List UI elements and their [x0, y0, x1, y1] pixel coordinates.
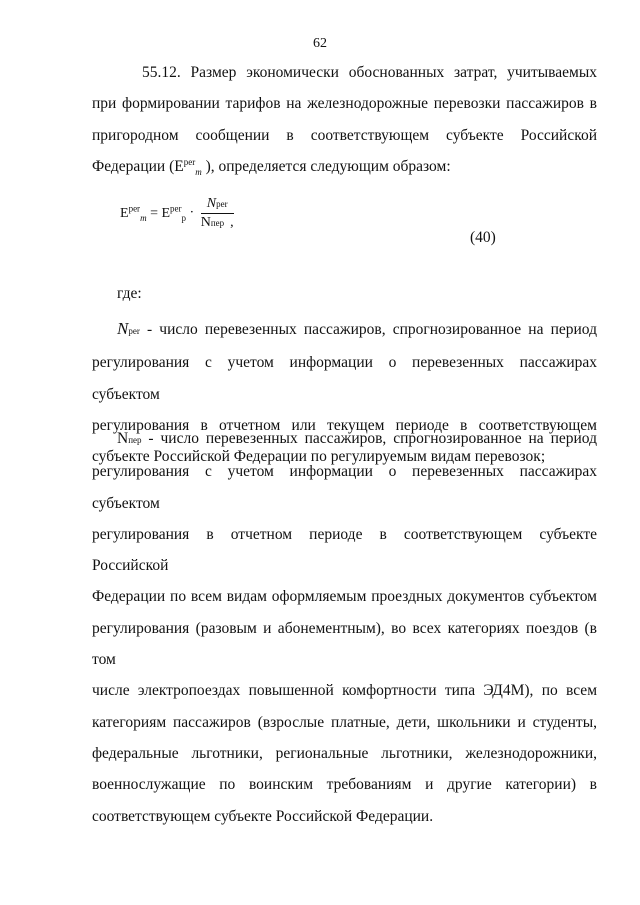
def2-line: регулирования с учетом информации о перевезенных пассажирах субъектом — [92, 463, 597, 512]
def2-line: соответствующем субъекте Российской Федерации. — [92, 807, 434, 825]
intro-prefix: Федерации ( — [92, 157, 175, 175]
formula-numerator: Nper — [201, 196, 234, 214]
def2-line: военнослужащие по воинским требованиям и другие категории) в — [92, 776, 597, 794]
def2-line: числе электропоездах повышенной комфортности типа ЭД4М), по всем — [92, 682, 597, 700]
formula-rhs-factor: = $E^{per}_p$ — [146, 203, 187, 223]
symbol-e-m-per: $E^{per}_m$ — [174, 156, 202, 177]
formula-40 — [120, 196, 234, 231]
intro-line: при формировании тарифов на железнодорожные перевозки пассажиров в — [92, 95, 597, 113]
formula-fraction — [201, 196, 234, 231]
definition-n-pass — [92, 423, 597, 832]
def1-line: регулирования с учетом информации о перевезенных пассажирах субъектом — [92, 354, 597, 403]
formula-lhs: $E^{per}_m$ — [120, 203, 147, 223]
def1-line: регулирования в отчетном или текущем периоде в соответствующем — [92, 416, 597, 434]
def1-line: субъекте Российской Федерации по регулируемым видам перевозок; — [92, 448, 546, 466]
intro-paragraph — [92, 57, 597, 182]
def1-line: Nper - число перевезенных пассажиров, спрогнозированное на период — [117, 319, 597, 338]
equation-number: (40) — [470, 229, 496, 246]
intro-line: 55.12. Размер экономически обоснованных затрат, учитываемых — [142, 64, 597, 81]
formula-dot: · — [186, 205, 198, 221]
def2-line: регулирования (разовым и абонементным), во всех категориях поездов (в том — [92, 619, 597, 669]
def2-line: федеральные льготники, региональные льготники, железнодорожники, — [92, 744, 597, 762]
intro-line-last — [92, 151, 597, 182]
def2-line: регулирования в отчетном периоде в соответствующем субъекте Российской — [92, 525, 597, 575]
page-number: 62 — [313, 36, 327, 51]
def2-line: Федерации по всем видам оформляемым проездных документов субъектом — [92, 588, 597, 606]
intro-suffix: ), определяется следующим образом: — [205, 157, 451, 175]
def2-line: Nпер - число перевезенных пассажиров, спрогнозированное на период — [117, 430, 597, 447]
intro-line: пригородном сообщении в соответствующем субъекте Российской — [92, 126, 597, 144]
formula-denominator: Nпер , — [200, 215, 234, 230]
where-label: где: — [117, 285, 142, 302]
def2-line: категориям пассажиров (взрослые платные, дети, школьники и студенты, — [92, 713, 597, 731]
